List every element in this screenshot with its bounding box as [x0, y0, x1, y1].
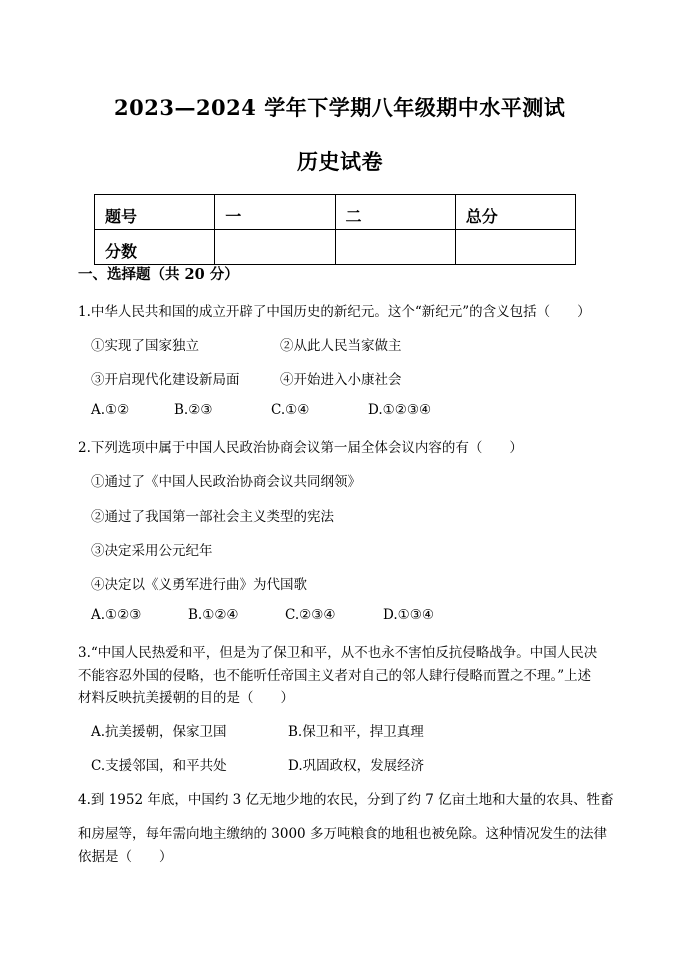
score-cell: [335, 230, 455, 265]
question-3-choice-a: A.抗美援朝，保家卫国: [91, 724, 227, 740]
question-4-line: 4.到 1952 年底，中国约 3 亿无地少地的农民，分到了约 7 亿亩土地和大量的农具、牲畜: [78, 792, 614, 808]
exam-subtitle: 历史试卷: [297, 149, 383, 174]
score-row-label: 分数: [95, 230, 215, 265]
question-4-line: 依据是（ ）: [78, 849, 173, 865]
section-heading: 一、选择题（共 20 分）: [78, 266, 239, 283]
question-3-line: 材料反映抗美援朝的目的是（ ）: [78, 690, 294, 706]
score-table: [94, 194, 576, 265]
question-3-choice-d: D.巩固政权，发展经济: [288, 758, 425, 774]
question-1-item: ③开启现代化建设新局面: [91, 372, 240, 388]
question-2-item: ③决定采用公元纪年: [91, 543, 213, 559]
question-3-line: 3.“中国人民热爱和平，但是为了保卫和平，从不也永不害怕反抗侵略战争。中国人民决: [78, 645, 598, 661]
question-1-item: ②从此人民当家做主: [280, 338, 402, 354]
question-4-line: 和房屋等，每年需向地主缴纳的 3000 多万吨粮食的地租也被免除。这种情况发生的法律: [78, 826, 607, 842]
score-cell: [455, 230, 575, 265]
question-1-item: ④开始进入小康社会: [280, 372, 402, 388]
question-1-choice-a: A.①②: [91, 402, 130, 418]
score-table-score-row: [95, 230, 576, 265]
score-table-header-cell: 总分: [455, 195, 575, 230]
question-3-choice-b: B.保卫和平，捍卫真理: [288, 724, 424, 740]
question-2-item: ①通过了《中国人民政治协商会议共同纲领》: [91, 474, 361, 490]
question-1-choice-c: C.①④: [271, 402, 310, 418]
score-table-header-cell: 二: [335, 195, 455, 230]
question-2-choice-a: A.①②③: [91, 607, 142, 623]
question-2-choice-c: C.②③④: [285, 607, 336, 623]
question-3-line: 不能容忍外国的侵略，也不能听任帝国主义者对自己的邻人肆行侵略而置之不理。”上述: [78, 668, 592, 684]
score-table-header-row: [95, 195, 576, 230]
question-1-stem: 1.中华人民共和国的成立开辟了中国历史的新纪元。这个“新纪元”的含义包括（ ）: [78, 304, 591, 320]
question-3-choice-c: C.支援邻国，和平共处: [91, 758, 227, 774]
question-2-choice-b: B.①②④: [188, 607, 239, 623]
exam-title: 2023—2024 学年下学期八年级期中水平测试: [114, 95, 566, 120]
question-2-item: ④决定以《义勇军进行曲》为代国歌: [91, 577, 307, 593]
question-1-choice-d: D.①②③④: [368, 402, 432, 418]
question-2-stem: 2.下列选项中属于中国人民政治协商会议第一届全体会议内容的有（ ）: [78, 440, 523, 456]
question-1-choice-b: B.②③: [174, 402, 213, 418]
score-table-header-cell: 题号: [95, 195, 215, 230]
question-2-choice-d: D.①③④: [383, 607, 434, 623]
score-table-header-cell: 一: [215, 195, 335, 230]
question-1-item: ①实现了国家独立: [91, 338, 199, 354]
question-2-item: ②通过了我国第一部社会主义类型的宪法: [91, 509, 334, 525]
score-cell: [215, 230, 335, 265]
